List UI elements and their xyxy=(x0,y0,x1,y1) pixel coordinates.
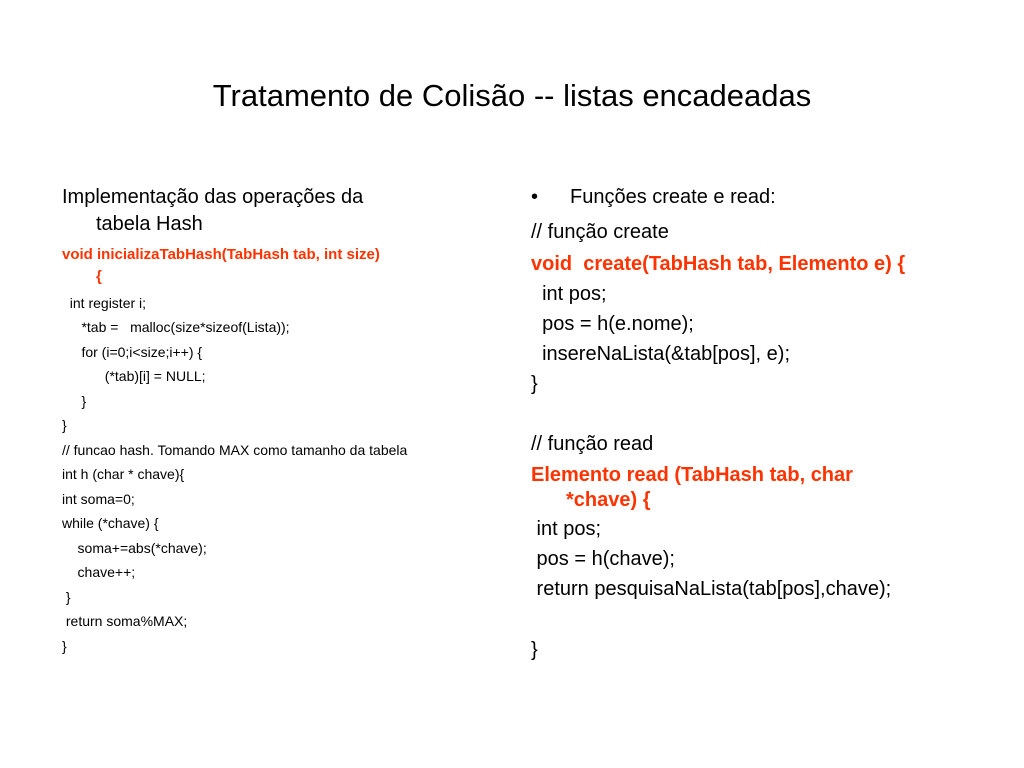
left-heading-line1: Implementação das operações da xyxy=(62,186,364,208)
bullet-text: Funções create e read: xyxy=(570,186,776,208)
code-line: pos = h(chave); xyxy=(531,548,675,570)
code-line: } xyxy=(62,589,71,605)
code-line: int soma=0; xyxy=(62,491,135,507)
code-line: return soma%MAX; xyxy=(62,613,188,629)
code-line: chave++; xyxy=(62,564,136,580)
read-function-signature-line2: *chave) { xyxy=(566,489,651,511)
read-function-signature-line1: Elemento read (TabHash tab, char xyxy=(531,464,853,486)
code-line: int h (char * chave){ xyxy=(62,466,185,482)
code-line: pos = h(e.nome); xyxy=(531,313,694,335)
left-heading-line2: tabela Hash xyxy=(96,213,203,235)
create-comment: // função create xyxy=(531,221,669,243)
code-line: insereNaLista(&tab[pos], e); xyxy=(531,343,791,365)
code-line: *tab = malloc(size*sizeof(Lista)); xyxy=(62,319,290,335)
code-line: } xyxy=(62,393,87,409)
code-line: int pos; xyxy=(531,518,602,540)
slide-title: Tratamento de Colisão -- listas encadeadas xyxy=(212,78,812,113)
code-line: int register i; xyxy=(62,295,147,311)
code-line: int pos; xyxy=(531,283,607,305)
code-line: } xyxy=(531,639,538,661)
code-line: return pesquisaNaLista(tab[pos],chave); xyxy=(531,578,892,600)
code-line: } xyxy=(62,417,67,433)
hash-comment: // funcao hash. Tomando MAX como tamanho da tabela xyxy=(62,442,408,458)
init-function-signature: void inicializaTabHash(TabHash tab, int size) xyxy=(62,246,380,263)
bullet-icon: • xyxy=(531,186,539,208)
code-line: } xyxy=(62,638,67,654)
code-line: soma+=abs(*chave); xyxy=(62,540,207,556)
read-comment: // função read xyxy=(531,433,654,455)
code-line: while (*chave) { xyxy=(62,515,159,531)
create-function-signature: void create(TabHash tab, Elemento e) { xyxy=(531,253,906,275)
code-line: for (i=0;i<size;i++) { xyxy=(62,344,203,360)
init-function-open-brace: { xyxy=(96,268,102,285)
code-line: (*tab)[i] = NULL; xyxy=(62,368,206,384)
code-line: } xyxy=(531,373,538,395)
